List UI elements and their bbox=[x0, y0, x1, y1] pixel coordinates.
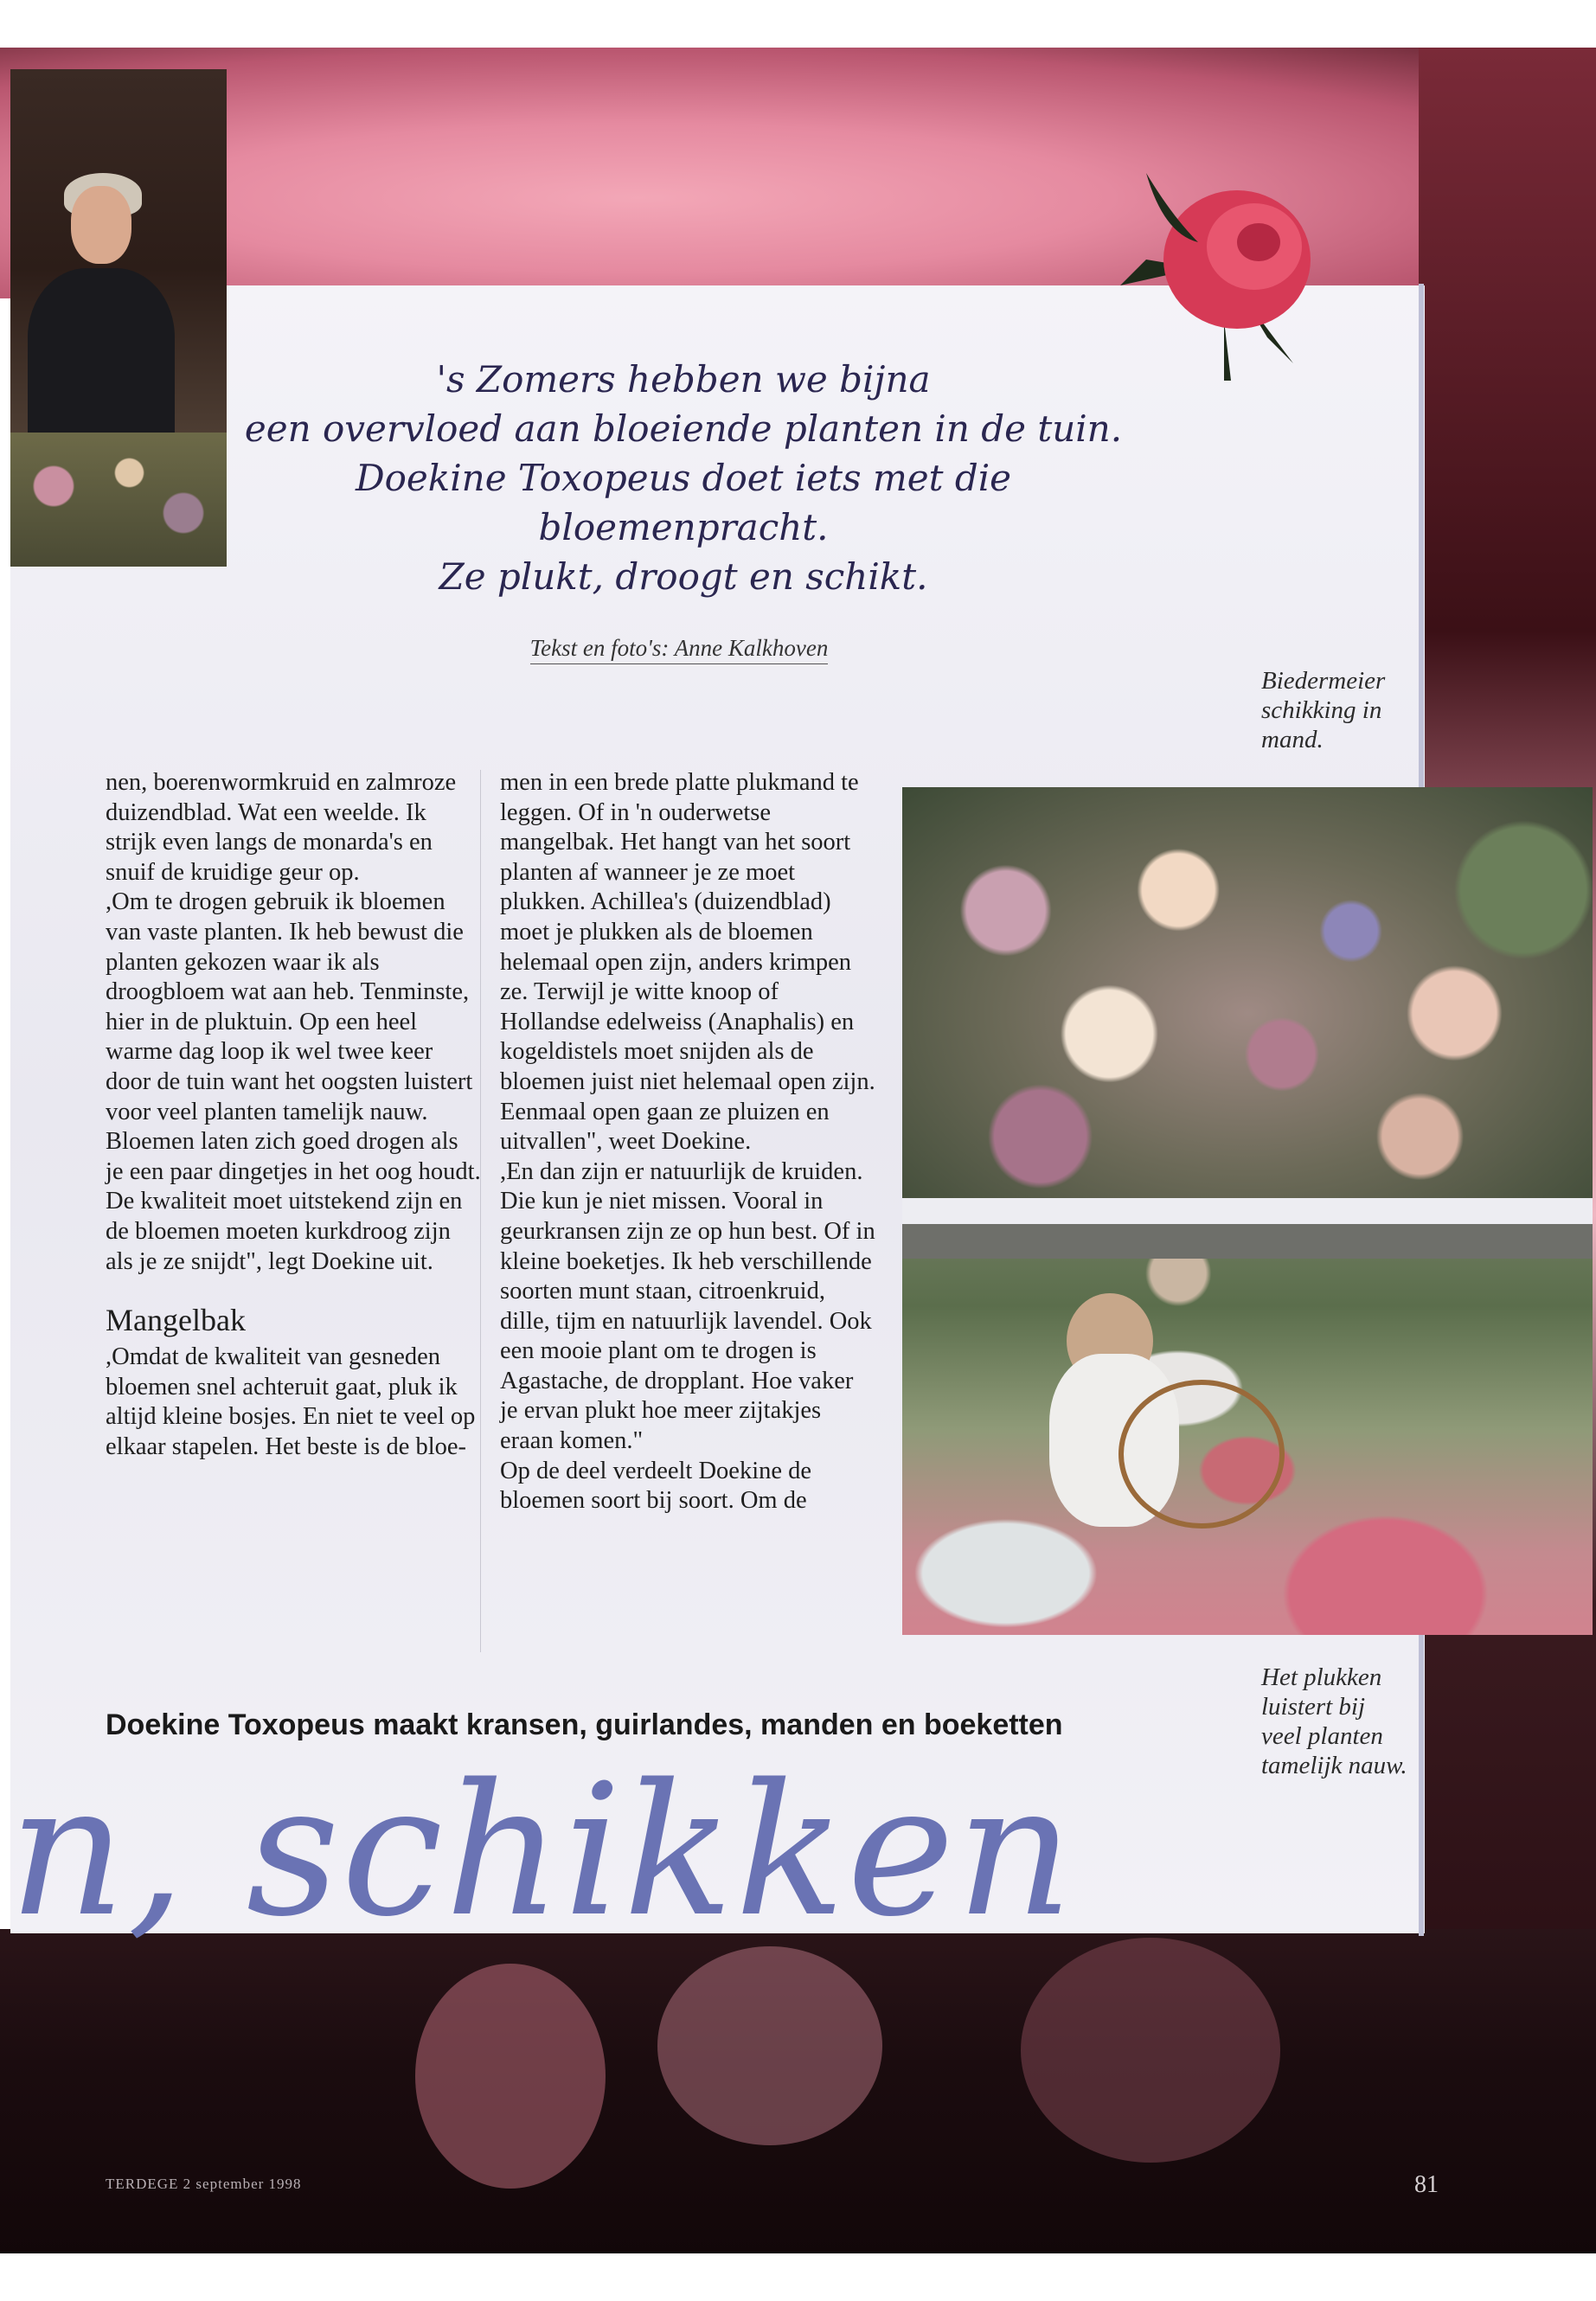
deck-line: Doekine Toxopeus maakt kransen, guirlandes, manden en boeketten bbox=[106, 1708, 1063, 1741]
byline bbox=[484, 635, 874, 662]
article-column-2 bbox=[500, 768, 876, 1516]
photo-gap bbox=[902, 1198, 1593, 1224]
caption-bottom: Het plukken luistert bij veel planten tamelijk nauw. bbox=[1261, 1663, 1407, 1779]
paragraph: men in een brede platte plukmand te leggen. Of in 'n ouderwetse mangelbak. Het hangt van het soort planten af wanneer je ze moet plukken. Achillea's (duizendblad) moet je plukken als de bloemen helemaal open zijn, anders krimpen ze. Terwijl je witte knoop of Hollandse edelweiss (Anaphalis) en kogeldistels moet snijden als de bloemen juist niet helemaal open zijn. Eenmaal open gaan ze pluizen en uitvallen", weet Doekine. bbox=[500, 769, 875, 1156]
intro-line-2: een overvloed aan bloeiende planten in de tuin. bbox=[244, 407, 1123, 450]
caption-top: Biedermeier schikking in mand. bbox=[1261, 667, 1386, 753]
page-margin bbox=[0, 2253, 1596, 2301]
photo-arrangement bbox=[902, 787, 1593, 1198]
paragraph: ,Omdat de kwaliteit van gesneden bloemen snel achteruit gaat, pluk ik altijd kleine bosjes. En niet te veel op elkaar stapelen. Het beste is de bloe- bbox=[106, 1343, 476, 1460]
page-number: 81 bbox=[1414, 2171, 1439, 2198]
paragraph: nen, boerenwormkruid en zalmroze duizendblad. Wat een weelde. Ik strijk even langs de monarda's en snuif de kruidige geur op. bbox=[106, 769, 457, 886]
intro-line-4: Ze plukt, droogt en schikt. bbox=[439, 555, 928, 598]
intro-line-3: Doekine Toxopeus doet iets met die bloemenpracht. bbox=[355, 457, 1012, 548]
article-column-1 bbox=[106, 768, 482, 1462]
intro-line-1: 's Zomers hebben we bijna bbox=[436, 358, 931, 401]
publication-footer: TERDEGE 2 september 1998 bbox=[106, 2176, 302, 2192]
peony-background-top bbox=[0, 48, 1596, 298]
byline-text: Tekst en foto's: Anne Kalkhoven bbox=[530, 635, 829, 664]
paragraph: ,En dan zijn er natuurlijk de kruiden. Die kun je niet missen. Vooral in geurkransen zijn ze op hun best. Of in kleine boeketjes. Ik heb verschillende soorten munt staan, citroenkruid, dille, tijm en natuurlijk lavendel. Ook een mooie plant om te drogen is Agastache, de dropplant. Hoe vaker je ervan plukt hoe meer zijtakjes eraan komen." bbox=[500, 1157, 875, 1455]
paragraph: ,Om te drogen gebruik ik bloemen van vaste planten. Ik heb bewust die planten gekozen waar ik als droogbloem wat aan heb. Tenminste, hier in de pluktuin. Op een heel warme dag loop ik wel twee keer door de tuin want het oogsten luistert voor veel planten tamelijk nauw. Bloemen laten zich goed drogen als je een paar dingetjes in het oog houdt. De kwaliteit moet uitstekend zijn en de bloemen moeten kurkdroog zijn als je ze snijdt", legt Doekine uit. bbox=[106, 888, 481, 1275]
rose-image bbox=[1094, 164, 1354, 398]
intro-text bbox=[242, 355, 1125, 601]
portrait-photo bbox=[10, 69, 227, 567]
peony-background-bottom bbox=[0, 1929, 1596, 2258]
paragraph: Op de deel verdeelt Doekine de bloemen soort bij soort. Om de bbox=[500, 1457, 812, 1515]
photo-picking bbox=[902, 1224, 1593, 1635]
headline-fragment: n, schikken bbox=[9, 1745, 1075, 1957]
subheading: Mangelbak bbox=[106, 1303, 246, 1338]
